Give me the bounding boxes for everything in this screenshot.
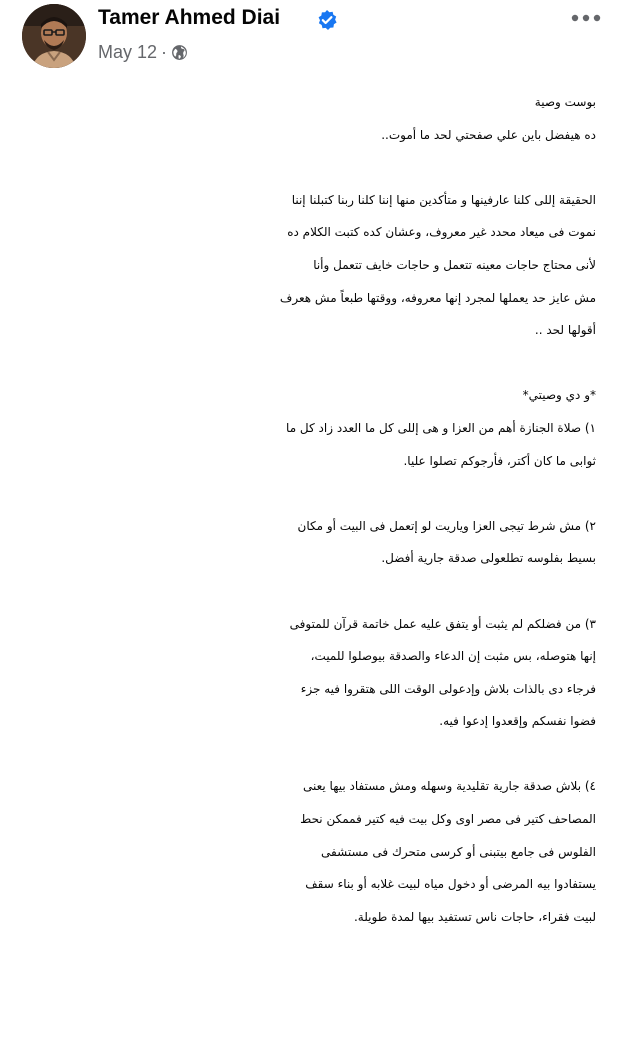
preface-line: أقولها لحد ..	[534, 323, 596, 338]
post-header	[0, 0, 620, 80]
author-avatar[interactable]	[22, 4, 86, 68]
will-item-line: المصاحف كتير فى مصر اوى وكل بيت فيه كتير فممكن نحط	[300, 812, 596, 827]
preface-line: نموت فى ميعاد محدد غير معروف، وعشان كده كتبت الكلام ده	[287, 225, 596, 240]
will-item-line: ٤) بلاش صدقة جارية تقليدية وسهله ومش مستفاد بيها يعنى	[302, 779, 596, 794]
globe-icon[interactable]	[171, 44, 188, 61]
will-item-line: الفلوس فى جامع بيتبنى أو كرسى متحرك فى مستشفى	[321, 844, 596, 859]
post-date[interactable]: May 12	[98, 42, 158, 62]
intro-line: ده هيفضل باين علي صفحتي لحد ما أموت..	[381, 127, 596, 142]
verified-badge-icon	[316, 9, 338, 31]
post-meta	[98, 42, 188, 63]
preface-line: مش عايز حد يعملها لمجرد إنها معروفه، ووقتها طبعاً مش هعرف	[279, 290, 596, 305]
will-item-line: ٣) من فضلكم لم يثبت أو يتفق عليه عمل خاتمة قرآن للمتوفى	[289, 616, 596, 631]
will-item-line: يستفادوا بيه المرضى أو دخول مياه لبيت غلابه أو بناء سقف	[305, 877, 596, 892]
more-options-icon[interactable]	[566, 6, 606, 30]
meta-separator: ·	[161, 42, 168, 62]
will-title: *و دي وصيتي*	[522, 388, 596, 403]
will-item-line: فرجاء دى بالذات بلاش وإدعولى الوقت اللى هتقروا فيه جزء	[300, 681, 596, 696]
preface-line: لأنى محتاج حاجات معينه تتعمل و حاجات خايف تتعمل وأنا	[313, 257, 596, 272]
intro-line: بوست وصية	[534, 95, 596, 109]
will-item-line: فضوا نفسكم وإقعدوا إدعوا فيه.	[439, 714, 596, 729]
will-item-line: إنها هتوصله، بس مثبت إن الدعاء والصدقة بيوصلوا للميت،	[310, 649, 596, 664]
will-item-line: ٢) مش شرط تيجى العزا وياريت لو إتعمل فى البيت أو مكان	[297, 518, 596, 533]
profile-photo-icon	[22, 4, 86, 68]
will-item-line: بسيط بفلوسه تطلعولى صدقة جارية أفضل.	[381, 551, 596, 566]
will-item-line: ثوابى ما كان أكتر، فأرجوكم تصلوا عليا.	[403, 453, 596, 468]
will-item-line: ١) صلاة الجنازة أهم من العزا و هى إللى كل ما العدد زاد كل ما	[286, 420, 596, 435]
post-text	[18, 86, 602, 933]
will-item-line: لبيت فقراء، حاجات ناس تستفيد بيها لمدة طويلة.	[353, 909, 596, 924]
author-name[interactable]: Tamer Ahmed Diai	[98, 6, 281, 29]
preface-line: الحقيقة إللى كلنا عارفينها و متأكدين منها إننا كلنا ربنا كتبلنا إننا	[291, 192, 596, 207]
